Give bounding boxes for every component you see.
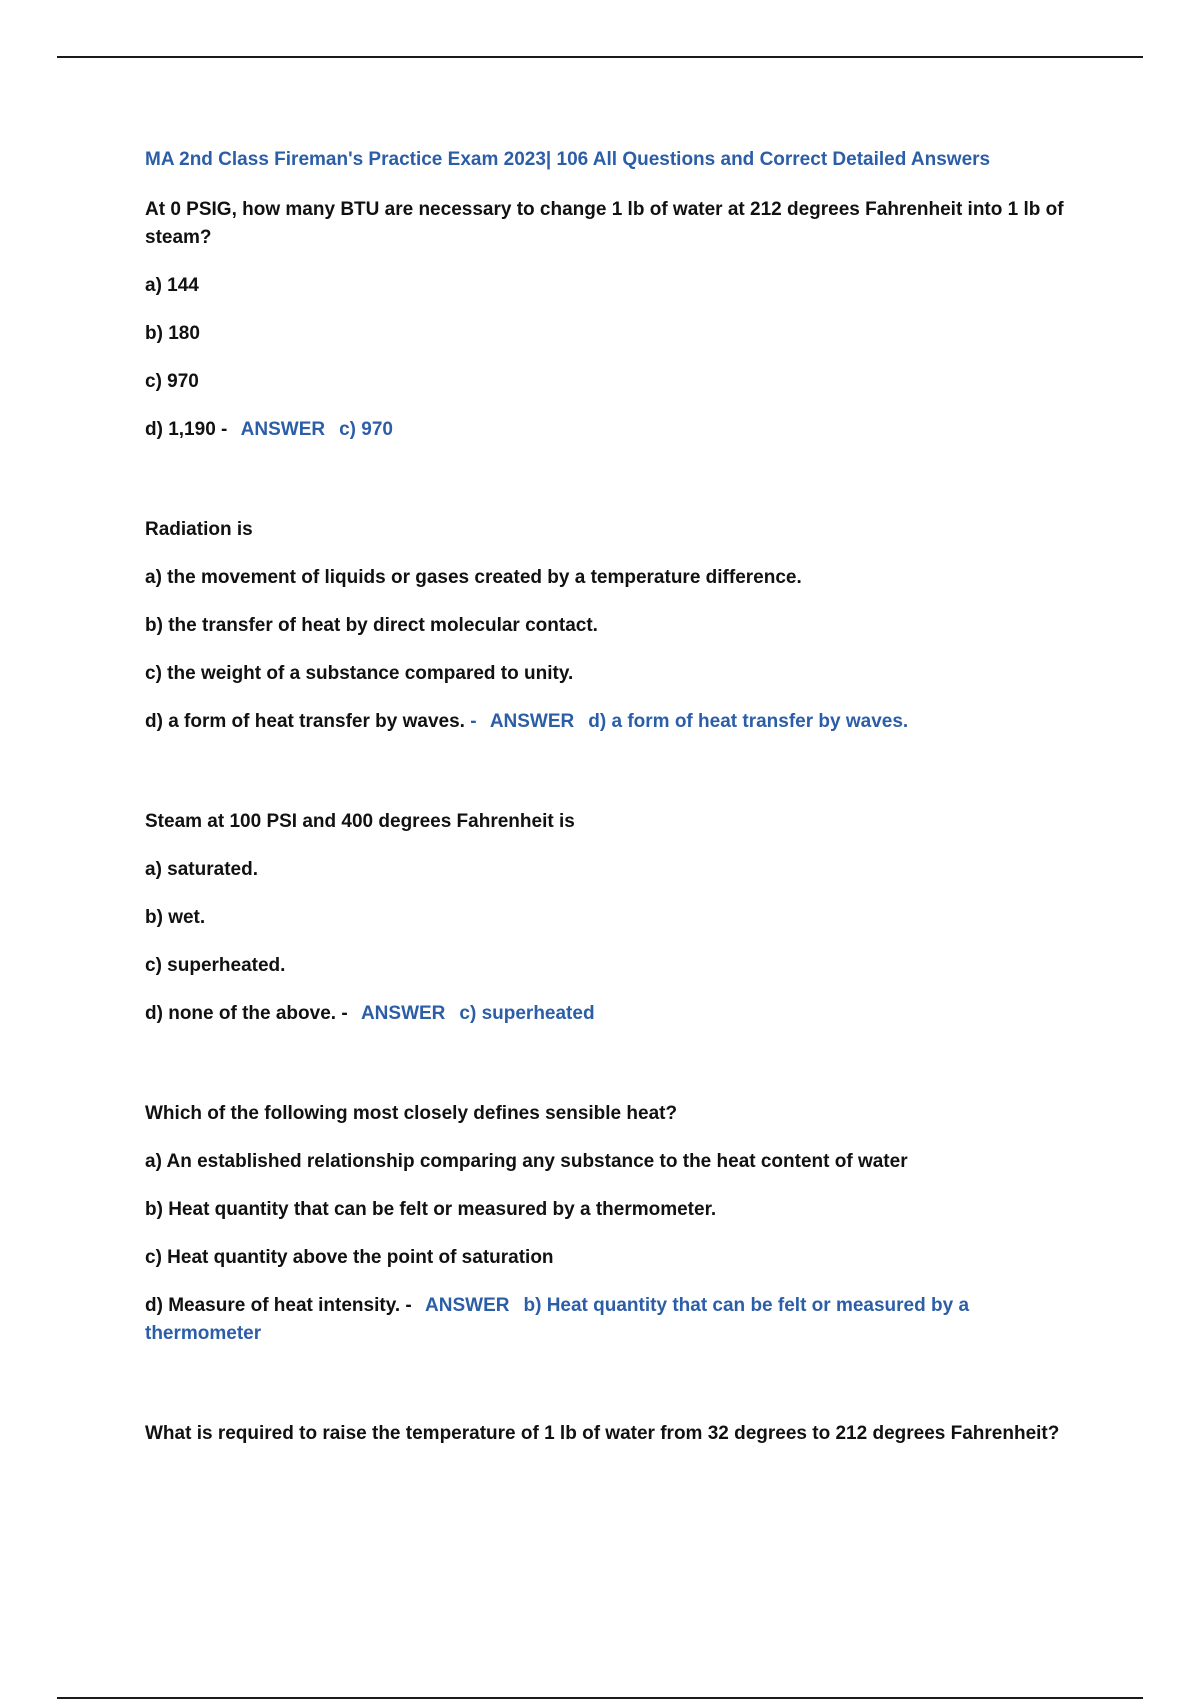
option-d: d) Measure of heat intensity. <box>145 1295 401 1316</box>
question-1 <box>145 196 1085 444</box>
question-2 <box>145 516 1085 736</box>
answer-separator: - <box>405 1295 412 1316</box>
answer <box>482 711 908 732</box>
answer-label: ANSWER <box>425 1295 510 1316</box>
answer-value: c) 970 <box>339 419 393 440</box>
option-a: a) 144 <box>145 275 199 296</box>
option-d-with-answer <box>145 416 1085 444</box>
answer-separator: - <box>221 419 228 440</box>
answer-separator: - <box>470 711 477 732</box>
option-d-with-answer <box>145 1000 1085 1028</box>
question-4 <box>145 1100 1085 1348</box>
option-b: b) 180 <box>145 323 200 344</box>
option-b: b) the transfer of heat by direct molecular contact. <box>145 615 598 636</box>
document-body <box>145 146 1085 1486</box>
answer-label: ANSWER <box>240 419 326 440</box>
answer <box>353 1003 595 1024</box>
answer-value: c) superheated <box>459 1003 595 1024</box>
answer-separator: - <box>341 1003 348 1024</box>
option-d-with-answer <box>145 1292 1085 1348</box>
answer <box>233 419 393 440</box>
option-c: c) Heat quantity above the point of saturation <box>145 1247 554 1268</box>
option-a: a) An established relationship comparing any substance to the heat content of water <box>145 1151 908 1172</box>
option-b: b) wet. <box>145 907 206 928</box>
answer-value: b) Heat quantity that can be felt or measured by a thermometer <box>145 1295 970 1344</box>
question-text: Steam at 100 PSI and 400 degrees Fahrenheit is <box>145 811 575 832</box>
answer-label: ANSWER <box>360 1003 446 1024</box>
answer-label: ANSWER <box>489 711 575 732</box>
question-text: Which of the following most closely defines sensible heat? <box>145 1103 678 1124</box>
question-text: Radiation is <box>145 519 253 540</box>
top-rule <box>57 56 1143 58</box>
option-a: a) saturated. <box>145 859 258 880</box>
question-3 <box>145 808 1085 1028</box>
bottom-rule <box>57 1697 1143 1699</box>
option-d-with-answer <box>145 708 1085 736</box>
option-a: a) the movement of liquids or gases created by a temperature difference. <box>145 567 802 588</box>
answer-value: d) a form of heat transfer by waves. <box>588 711 909 732</box>
option-d: d) none of the above. <box>145 1003 337 1024</box>
question-5 <box>145 1420 1085 1448</box>
option-c: c) 970 <box>145 371 199 392</box>
option-c: c) the weight of a substance compared to unity. <box>145 663 574 684</box>
option-d: d) a form of heat transfer by waves. <box>145 711 465 732</box>
question-text: At 0 PSIG, how many BTU are necessary to change 1 lb of water at 212 degrees Fahrenheit into 1 lb of steam? <box>145 199 1064 248</box>
option-d: d) 1,190 <box>145 419 216 440</box>
question-text: What is required to raise the temperature of 1 lb of water from 32 degrees to 212 degrees Fahrenheit? <box>145 1423 1060 1444</box>
option-b: b) Heat quantity that can be felt or measured by a thermometer. <box>145 1199 717 1220</box>
option-c: c) superheated. <box>145 955 286 976</box>
document-title: MA 2nd Class Fireman's Practice Exam 2023| 106 All Questions and Correct Detailed Answers <box>145 149 991 170</box>
